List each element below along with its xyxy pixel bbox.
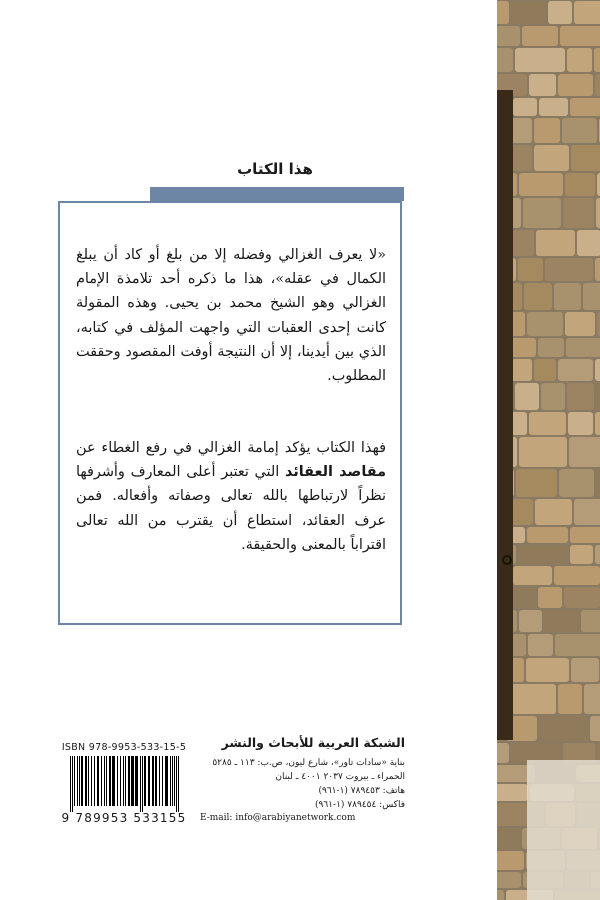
barcode-bar: [152, 756, 154, 806]
wall-stone: [568, 412, 593, 435]
description-paragraph-1: «لا يعرف الغزالي وفضله إلا من بلغ أو كاد أن يبلغ الكمال في عقله»، هذا ما ذكره أحد تلامذة الإمام الغزالي وهو الشيخ محمد بن يحيى. وهذه المقولة كانت إحدى العقبات التي واجهت المؤلف في كتابه، الذي بين أيدينا، إلا أن النتيجة أوفت المقصود وحققت المطلوب.: [76, 247, 386, 385]
wall-stone: [567, 48, 592, 72]
wall-stone: [497, 872, 521, 888]
wall-stone: [536, 230, 575, 256]
isbn-barcode: [58, 742, 190, 825]
wall-stone: [555, 634, 600, 656]
wall-stone: [522, 26, 558, 46]
barcode-bar: [94, 756, 95, 806]
barcode-bar: [117, 756, 118, 806]
barcode-guard-bar: [140, 756, 141, 812]
wall-stone: [566, 338, 600, 357]
wall-stone: [527, 312, 563, 336]
publisher-address-line-1: بناية «سادات تاور»، شارع ليون، ص.ب: ١١٣ ـ ٥٢٨٥: [212, 758, 405, 768]
barcode-bar: [148, 756, 150, 806]
wall-stone: [534, 359, 556, 381]
wall-stone: [511, 1, 546, 24]
wall-stone: [497, 743, 509, 763]
wall-stone: [529, 74, 556, 96]
wall-stone: [515, 48, 565, 72]
wall-stone: [512, 230, 534, 256]
wall-stone: [574, 1, 600, 24]
wall-stone: [516, 469, 557, 497]
wall-stone: [554, 283, 581, 310]
wall-stone: [558, 684, 582, 714]
barcode-bar: [172, 756, 173, 806]
publisher-info: [200, 735, 405, 823]
barcode-bar: [123, 756, 124, 806]
wall-stone: [528, 634, 553, 656]
wall-stone: [584, 684, 600, 714]
wall-stone: [570, 98, 600, 116]
wall-stone: [529, 412, 566, 435]
wall-stone: [497, 828, 520, 849]
barcode-guard-bar: [142, 756, 143, 812]
wall-stone: [574, 499, 600, 525]
wall-stone: [567, 383, 594, 410]
wall-stone: [519, 173, 563, 196]
barcode-bar: [112, 756, 115, 806]
barcode-bar: [97, 756, 99, 806]
wall-stone: [519, 437, 567, 467]
publisher-address-line-2: الحمراء ـ بيروت ٢٠٣٧ ٤٠٠١ ـ لبنان: [275, 772, 405, 782]
wall-stone: [539, 98, 568, 116]
wall-stone: [594, 48, 600, 72]
wall-stone: [497, 48, 513, 72]
wall-stone: [595, 412, 600, 435]
wall-stone: [577, 230, 600, 256]
wall-stone: [527, 527, 568, 543]
wall-stone: [569, 437, 600, 467]
wall-stone: [545, 258, 593, 281]
publisher-phone: هاتف: ٧٨٩٤٥٣ (١-٩٦١): [318, 786, 405, 796]
publisher-name: الشبكة العربية للأبحاث والنشر: [221, 735, 405, 750]
barcode-bar: [104, 756, 105, 806]
barcode-bar: [165, 756, 168, 806]
wall-stone: [560, 26, 600, 46]
wall-stone: [595, 258, 600, 281]
stone-wall-photo: [497, 0, 600, 900]
wall-stone: [534, 145, 569, 171]
barcode-guard-bar: [176, 756, 177, 812]
wall-stone: [526, 658, 569, 682]
wall-stone: [596, 469, 600, 497]
wall-stone: [513, 566, 552, 585]
wall-stone: [497, 784, 528, 801]
wall-stone: [583, 283, 600, 310]
barcode-guard-bar: [70, 756, 71, 812]
wall-stone: [518, 545, 568, 564]
wall-stone: [510, 684, 556, 714]
title-bar: [150, 187, 404, 201]
wall-stone: [570, 527, 600, 543]
barcode-bar: [101, 756, 102, 806]
barcode-guard-bar: [178, 756, 179, 812]
wall-stone: [539, 716, 588, 741]
wall-stone: [497, 1, 509, 24]
barcode-bar: [174, 756, 175, 806]
barcode-bar: [81, 756, 83, 806]
wall-stone: [497, 26, 520, 46]
wall-stone: [571, 145, 600, 171]
wall-stone: [581, 610, 600, 632]
wall-stone: [518, 258, 543, 281]
barcode-bar: [85, 756, 87, 806]
wall-stone: [538, 587, 562, 608]
wall-stone: [590, 716, 600, 741]
barcode-bar: [144, 756, 146, 806]
barcode-bar: [77, 756, 78, 806]
barcode-bar: [88, 756, 89, 806]
barcode-bar: [79, 756, 80, 806]
description-paragraph-2: [76, 436, 386, 557]
barcode-bar: [131, 756, 134, 806]
wall-stone: [565, 173, 595, 196]
barcode-bar: [125, 756, 126, 806]
wall-stone: [548, 1, 572, 24]
barcode-bar: [106, 756, 107, 806]
wall-stone: [558, 359, 593, 381]
barcode-bar: [128, 756, 130, 806]
wall-stone: [558, 74, 593, 96]
wall-stone: [515, 383, 539, 410]
wall-stone: [563, 198, 594, 228]
isbn-label: ISBN 978-9953-533-15-5: [61, 742, 187, 753]
book-title-highlight: مقاصد العقائد: [285, 464, 387, 481]
barcode-bar: [162, 756, 163, 806]
wall-stone: [523, 198, 561, 228]
section-title: هذا الكتاب: [237, 160, 313, 178]
paragraph-2-start: فهذا الكتاب يؤكد إمامة الغزالي في رفع الغطاء عن: [76, 440, 386, 456]
wall-stone: [535, 499, 572, 525]
wall-stone: [595, 74, 600, 96]
wall-stone: [554, 566, 600, 585]
wall-stone: [544, 610, 579, 632]
paragraph-2-end: التي تعتبر أعلى المعارف وأشرفها نظراً لارتباطها بالله تعالى وصفاته وأفعاله. فمن عرف العقائد، استطاع أن يقترب من الله تعالى اقتراباً بالمعنى والحقيقة.: [76, 464, 386, 553]
barcode-bar: [159, 756, 160, 806]
wall-stone: [497, 890, 504, 900]
wall-stone: [570, 545, 593, 564]
wall-stone: [559, 469, 594, 497]
wall-stone: [538, 338, 564, 357]
wall-stone: [524, 283, 552, 310]
wall-stone: [519, 610, 542, 632]
wall-stone: [534, 118, 560, 143]
barcode-bars: [64, 756, 184, 812]
barcode-bar: [155, 756, 157, 806]
publisher-email: E-mail: info@arabiyanetwork.com: [200, 813, 356, 823]
wall-stone: [541, 383, 565, 410]
barcode-bar: [109, 756, 111, 806]
wall-stone: [497, 851, 524, 870]
wall-stone: [565, 312, 595, 336]
wall-stone: [571, 658, 599, 682]
wall-stone: [595, 359, 600, 381]
door-edge: [497, 90, 513, 740]
barcode-digits: 9 789953 533155: [61, 811, 187, 825]
barcode-bar: [120, 756, 121, 806]
wall-stone: [595, 545, 600, 564]
barcode-bar: [135, 756, 138, 806]
barcode-bar: [170, 756, 171, 806]
wall-stone: [564, 587, 600, 608]
wall-stone: [596, 198, 600, 228]
wall-stone: [513, 98, 537, 116]
wall-stone: [596, 383, 600, 410]
wall-stone: [562, 118, 597, 143]
publisher-fax: فاكس: ٧٨٩٤٥٤ (١-٩٦١): [314, 800, 405, 810]
floor-light: [527, 760, 600, 900]
barcode-bar: [74, 756, 75, 806]
barcode-bar: [91, 756, 92, 806]
barcode-guard-bar: [72, 756, 73, 812]
